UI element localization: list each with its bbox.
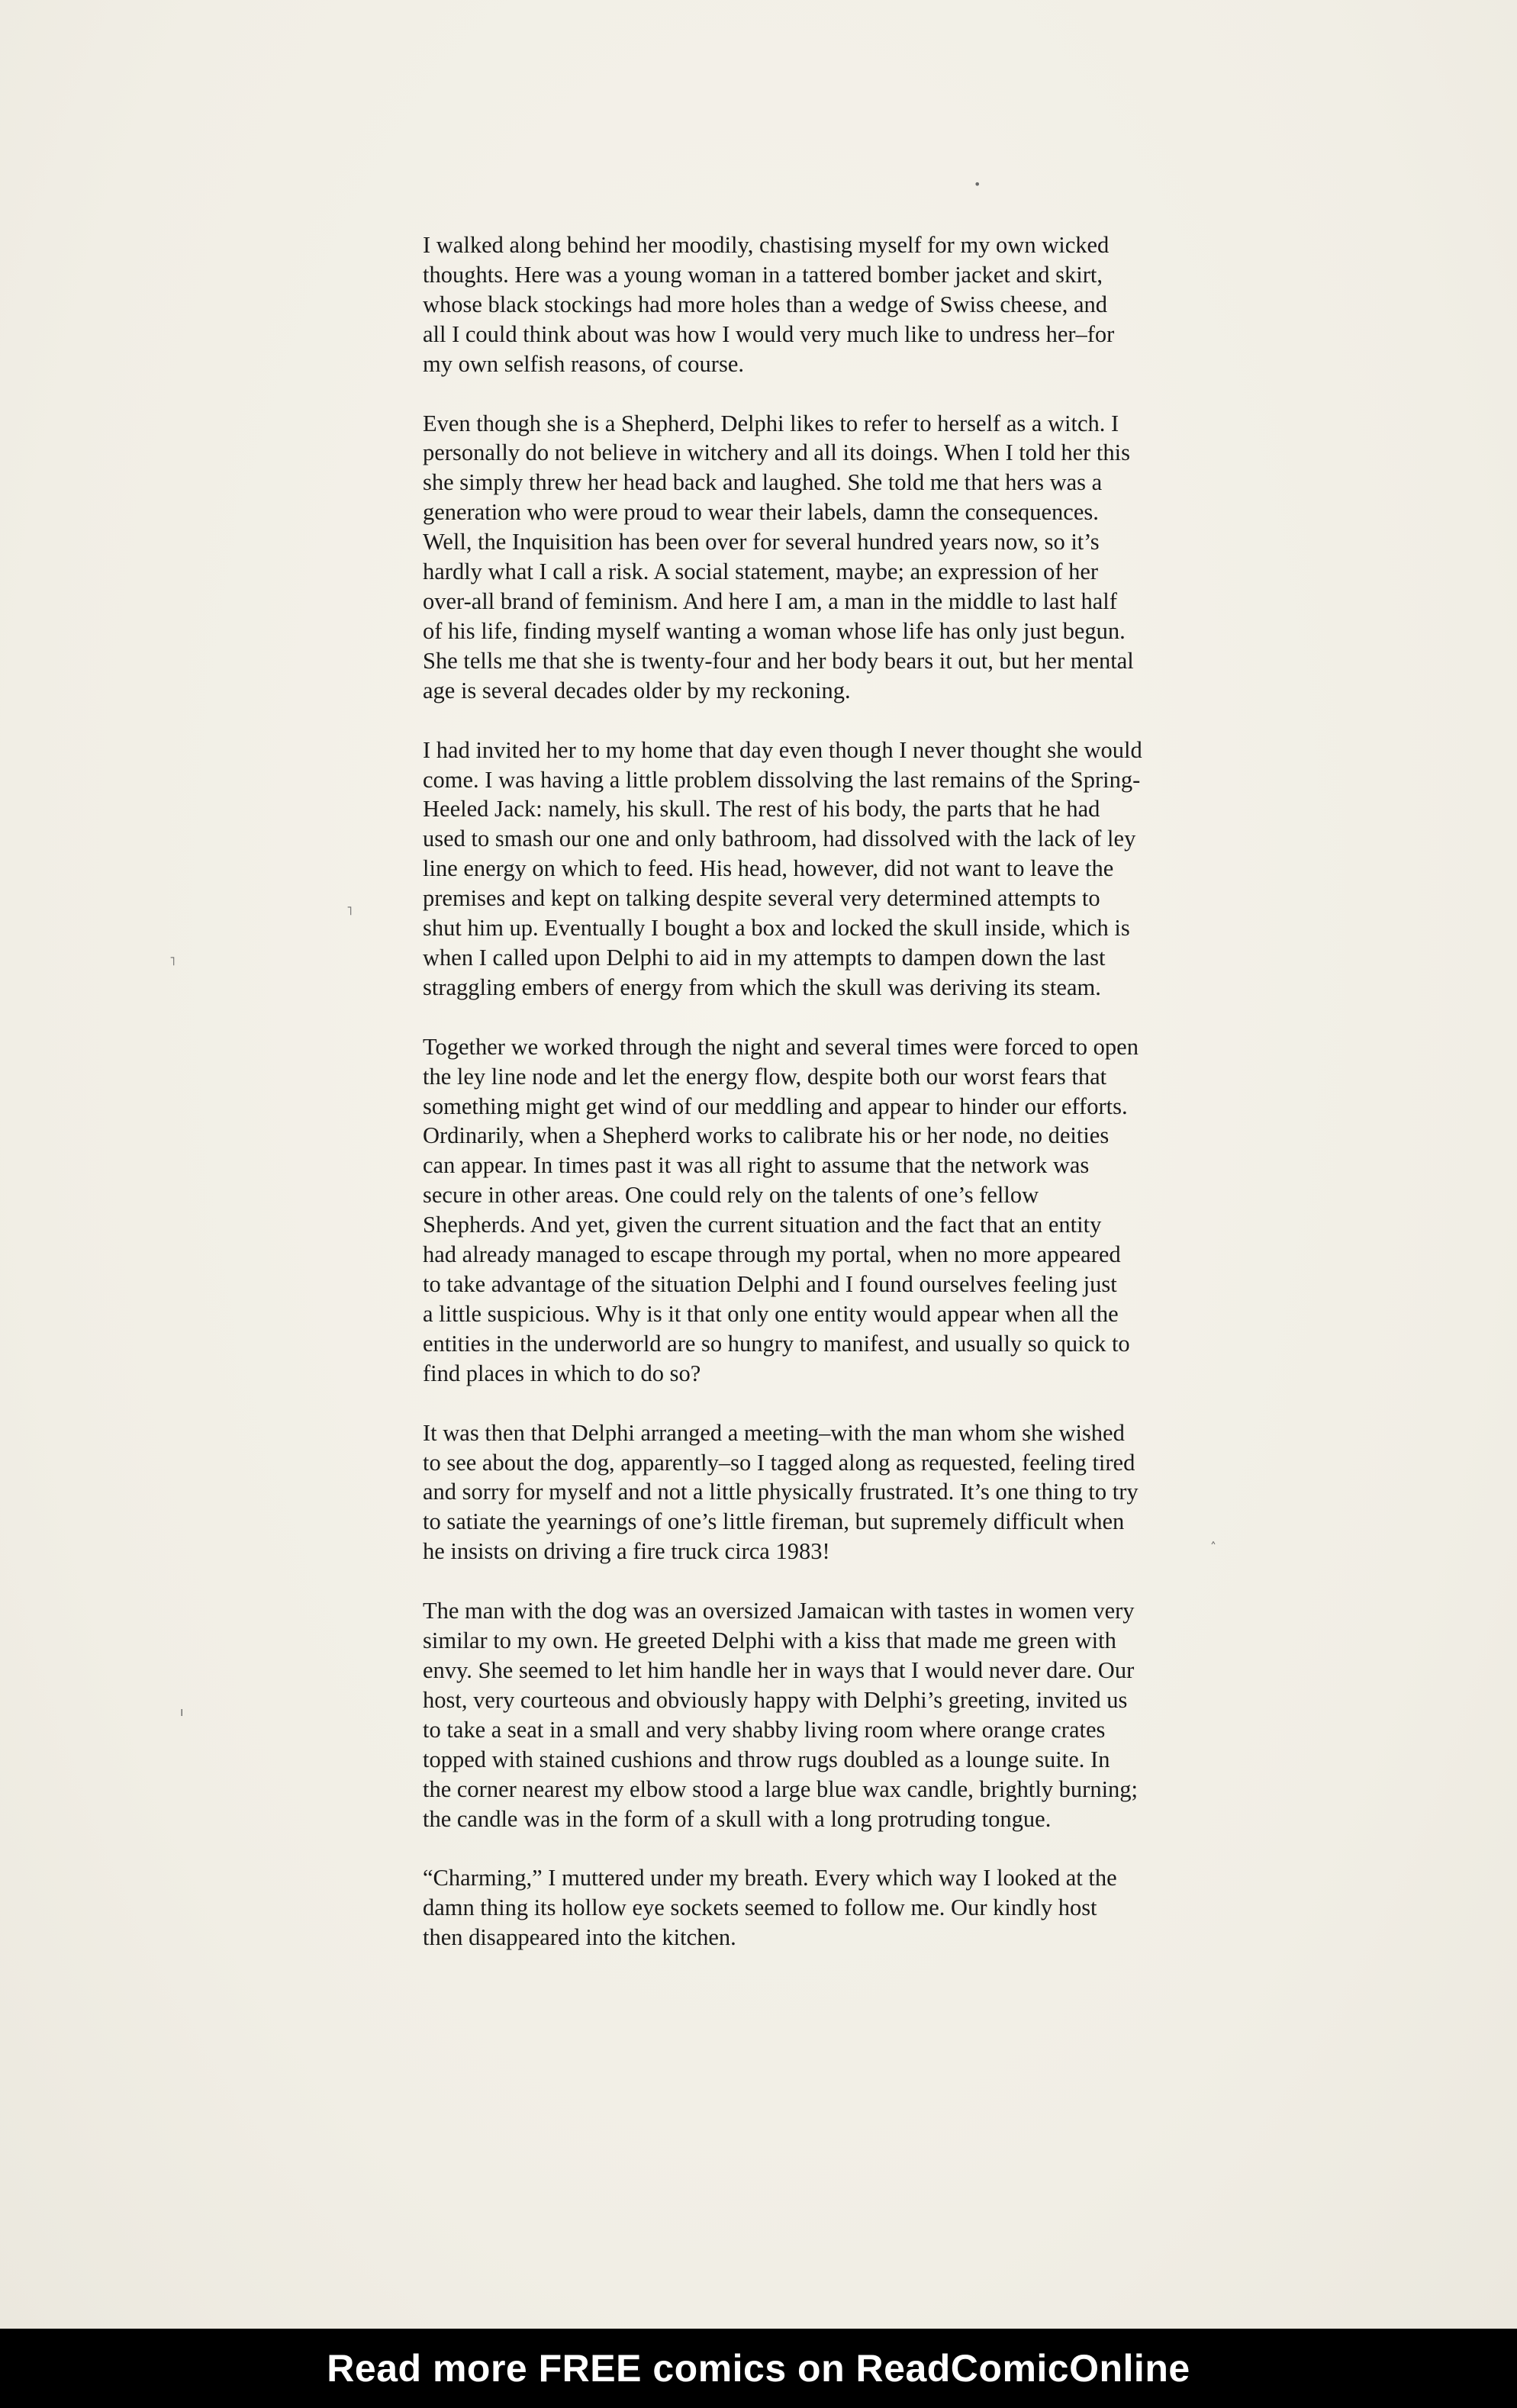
story-paragraph: I walked along behind her moodily, chastising myself for my own wicked thoughts. Here was a young woman in a tattered bomber jacket and skirt, whose black stockings had more holes than a wedge of Swiss cheese, and all I could think about was how I would very much like to undress her–for my own selfish reasons, of course.: [423, 232, 1115, 377]
story-text-column: [423, 230, 1193, 1982]
story-paragraph: “Charming,” I muttered under my breath. Every which way I looked at the damn thing its hollow eye sockets seemed to follow me. Our kindly host then disappeared into the kitchen.: [423, 1865, 1117, 1951]
promo-banner[interactable]: [0, 2329, 1517, 2408]
story-paragraph: Together we worked through the night and several times were forced to open the ley line node and let the energy flow, despite both our worst fears that something might get wind of our meddling and appear to hinder our efforts. Ordinarily, when a Shepherd works to calibrate his or her node, no deities can appear. In times past it was all right to assume that the network was secure in other areas. One could rely on the talents of one’s fellow Shepherds. And yet, given the current situation and the fact that an entity had already managed to escape through my portal, when no more appeared to take advantage of the situation Delphi and I found ourselves feeling just a little suspicious. Why is it that only one entity would appear when all the entities in the underworld are so hungry to manifest, and usually so quick to find places in which to do so?: [423, 1033, 1139, 1386]
story-paragraph: I had invited her to my home that day even though I never thought she would come. I was having a little problem dissolving the last remains of the Spring- Heeled Jack: namely, his skull. The rest of his body, the parts that he had used to smash our one and only bathroom, had dissolved with the lack of ley line energy on which to feed. His head, however, did not want to leave the premises and kept on talking despite several very determined attempts to shut him up. Eventually I bought a box and locked the skull inside, which is when I called upon Delphi to aid in my attempts to dampen down the last straggling embers of energy from which the skull was deriving its steam.: [423, 736, 1142, 1000]
ink-speck: ˄: [1210, 1540, 1216, 1554]
promo-banner-text[interactable]: Read more FREE comics on ReadComicOnline: [327, 2347, 1190, 2390]
ink-speck: ˥: [169, 954, 176, 968]
story-paragraph: It was then that Delphi arranged a meeting–with the man whom she wished to see about the dog, apparently–so I tagged along as requested, feeling tired and sorry for myself and not a little physically frustrated. It’s one thing to try to satiate the yearnings of one’s little fireman, but supremely difficult when he insists on driving a fire truck circa 1983!: [423, 1419, 1139, 1565]
story-paragraph: The man with the dog was an oversized Jamaican with tastes in women very similar to my own. He greeted Delphi with a kiss that made me green with envy. She seemed to let him handle her in ways that I would never dare. Our host, very courteous and obviously happy with Delphi’s greeting, invited us to take a seat in a small and very shabby living room where orange crates topped with stained cushions and throw rugs doubled as a lounge suite. In the corner nearest my elbow stood a large blue wax candle, brightly burning; the candle was in the form of a skull with a long protruding tongue.: [423, 1598, 1139, 1832]
story-paragraph: Even though she is a Shepherd, Delphi likes to refer to herself as a witch. I personally do not believe in witchery and all its doings. When I told her this she simply threw her head back and laughed. She told me that hers was a generation who were proud to wear their labels, damn the consequences. Well, the Inquisition has been over for several hundred years now, so it’s hardly what I call a risk. A social statement, maybe; an expression of her over-all brand of feminism. And here I am, a man in the middle to last half of his life, finding myself wanting a woman whose life has only just begun. She tells me that she is twenty-four and her body bears it out, but her mental age is several decades older by my reckoning.: [423, 410, 1134, 703]
ink-speck: ˥: [346, 903, 353, 918]
ink-speck: •: [974, 177, 981, 192]
ink-speck: ı: [180, 1705, 184, 1719]
